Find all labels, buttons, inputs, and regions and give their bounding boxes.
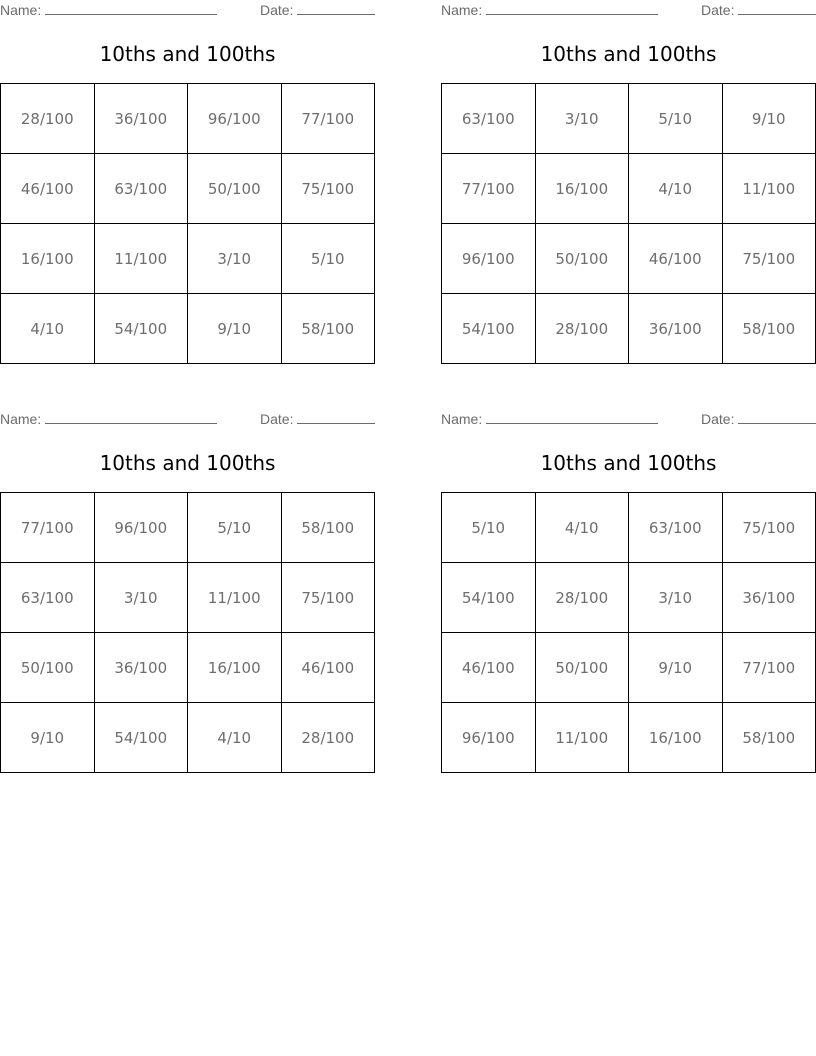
date-label: Date: <box>260 411 294 427</box>
name-blank-line <box>45 2 217 15</box>
grid-cell: 77/100 <box>1 493 95 563</box>
grid-cell: 4/10 <box>188 703 282 773</box>
grid-cell: 96/100 <box>188 84 282 154</box>
grid-cell: 16/100 <box>629 703 723 773</box>
fraction-grid <box>441 83 816 364</box>
grid-cell: 4/10 <box>535 493 629 563</box>
grid-cell: 5/10 <box>281 224 375 294</box>
grid-cell: 3/10 <box>188 224 282 294</box>
grid-cell: 9/10 <box>722 84 816 154</box>
grid-cell: 75/100 <box>722 224 816 294</box>
grid-cell: 54/100 <box>94 294 188 364</box>
grid-row <box>442 703 816 773</box>
grid-cell: 4/10 <box>629 154 723 224</box>
grid-cell: 63/100 <box>629 493 723 563</box>
grid-cell: 9/10 <box>629 633 723 703</box>
card-title: 10ths and 100ths <box>99 42 276 66</box>
date-blank-line <box>738 2 816 15</box>
date-label: Date: <box>260 2 294 18</box>
grid-cell: 3/10 <box>535 84 629 154</box>
grid-cell: 58/100 <box>281 294 375 364</box>
grid-cell: 16/100 <box>188 633 282 703</box>
grid-cell: 36/100 <box>722 563 816 633</box>
grid-row <box>442 84 816 154</box>
grid-cell: 46/100 <box>281 633 375 703</box>
grid-row <box>442 493 816 563</box>
name-date-header <box>0 411 375 429</box>
name-date-header <box>441 2 816 20</box>
grid-cell: 96/100 <box>442 703 536 773</box>
name-blank-line <box>45 411 217 424</box>
grid-cell: 50/100 <box>535 633 629 703</box>
grid-cell: 11/100 <box>535 703 629 773</box>
grid-cell: 50/100 <box>1 633 95 703</box>
grid-row <box>1 563 375 633</box>
name-label: Name: <box>441 411 483 427</box>
grid-cell: 58/100 <box>722 703 816 773</box>
grid-row <box>1 493 375 563</box>
grid-cell: 58/100 <box>722 294 816 364</box>
grid-cell: 5/10 <box>188 493 282 563</box>
name-blank-line <box>486 411 658 424</box>
grid-row <box>442 563 816 633</box>
grid-row <box>1 294 375 364</box>
name-field <box>441 411 658 427</box>
grid-cell: 5/10 <box>442 493 536 563</box>
grid-cell: 75/100 <box>281 154 375 224</box>
date-label: Date: <box>701 2 735 18</box>
date-field <box>701 2 816 18</box>
grid-row <box>1 224 375 294</box>
grid-cell: 11/100 <box>188 563 282 633</box>
grid-cell: 11/100 <box>94 224 188 294</box>
card-title: 10ths and 100ths <box>540 451 717 475</box>
grid-cell: 9/10 <box>188 294 282 364</box>
grid-cell: 11/100 <box>722 154 816 224</box>
grid-cell: 36/100 <box>629 294 723 364</box>
grid-row <box>442 224 816 294</box>
fraction-grid <box>0 492 375 773</box>
date-blank-line <box>297 411 375 424</box>
grid-cell: 28/100 <box>535 563 629 633</box>
grid-cell: 63/100 <box>1 563 95 633</box>
grid-cell: 46/100 <box>1 154 95 224</box>
grid-cell: 4/10 <box>1 294 95 364</box>
grid-cell: 77/100 <box>281 84 375 154</box>
grid-cell: 96/100 <box>94 493 188 563</box>
fraction-grid <box>0 83 375 364</box>
grid-cell: 54/100 <box>94 703 188 773</box>
grid-row <box>442 294 816 364</box>
fraction-grid <box>441 492 816 773</box>
grid-cell: 54/100 <box>442 563 536 633</box>
grid-cell: 77/100 <box>722 633 816 703</box>
grid-row <box>1 633 375 703</box>
grid-cell: 36/100 <box>94 633 188 703</box>
grid-row <box>442 633 816 703</box>
grid-cell: 36/100 <box>94 84 188 154</box>
grid-cell: 46/100 <box>442 633 536 703</box>
grid-cell: 5/10 <box>629 84 723 154</box>
name-field <box>0 2 217 18</box>
bingo-card-3 <box>0 409 375 774</box>
date-field <box>701 411 816 427</box>
grid-cell: 75/100 <box>722 493 816 563</box>
name-date-header <box>441 411 816 429</box>
grid-cell: 77/100 <box>442 154 536 224</box>
grid-row <box>1 154 375 224</box>
grid-cell: 63/100 <box>94 154 188 224</box>
grid-cell: 16/100 <box>1 224 95 294</box>
date-blank-line <box>738 411 816 424</box>
name-label: Name: <box>0 411 42 427</box>
name-date-header <box>0 2 375 20</box>
grid-cell: 16/100 <box>535 154 629 224</box>
grid-cell: 3/10 <box>629 563 723 633</box>
bingo-card-4 <box>441 409 816 774</box>
grid-cell: 58/100 <box>281 493 375 563</box>
grid-cell: 28/100 <box>535 294 629 364</box>
grid-cell: 28/100 <box>1 84 95 154</box>
grid-cell: 75/100 <box>281 563 375 633</box>
name-field <box>441 2 658 18</box>
grid-row <box>1 84 375 154</box>
date-label: Date: <box>701 411 735 427</box>
grid-cell: 96/100 <box>442 224 536 294</box>
grid-cell: 63/100 <box>442 84 536 154</box>
grid-row <box>442 154 816 224</box>
date-field <box>260 2 375 18</box>
grid-cell: 54/100 <box>442 294 536 364</box>
date-blank-line <box>297 2 375 15</box>
card-title: 10ths and 100ths <box>99 451 276 475</box>
grid-cell: 50/100 <box>188 154 282 224</box>
date-field <box>260 411 375 427</box>
grid-cell: 28/100 <box>281 703 375 773</box>
name-blank-line <box>486 2 658 15</box>
grid-row <box>1 703 375 773</box>
grid-cell: 3/10 <box>94 563 188 633</box>
grid-cell: 46/100 <box>629 224 723 294</box>
name-label: Name: <box>441 2 483 18</box>
name-field <box>0 411 217 427</box>
bingo-card-2 <box>441 0 816 365</box>
grid-cell: 50/100 <box>535 224 629 294</box>
card-title: 10ths and 100ths <box>540 42 717 66</box>
bingo-card-1 <box>0 0 375 365</box>
grid-cell: 9/10 <box>1 703 95 773</box>
name-label: Name: <box>0 2 42 18</box>
